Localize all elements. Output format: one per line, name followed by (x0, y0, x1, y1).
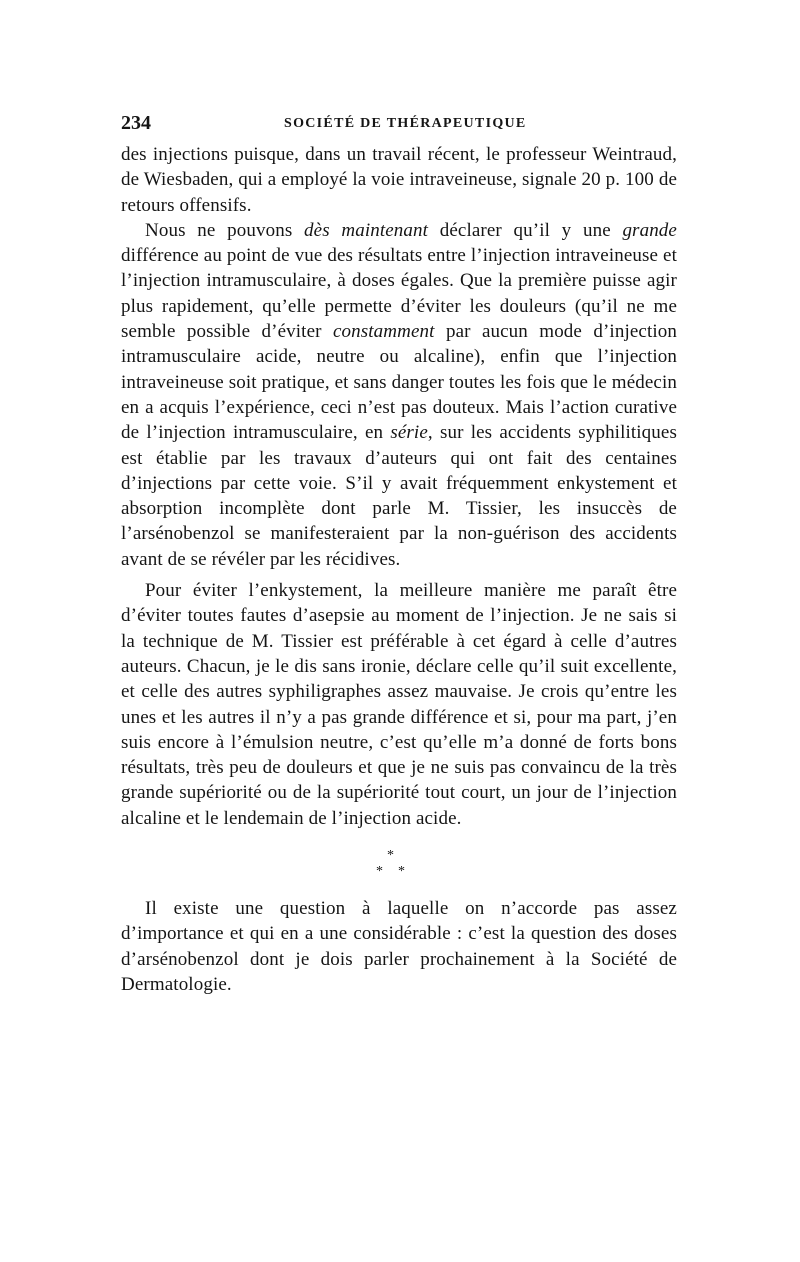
paragraph-1: des injections puisque, dans un travail récent, le professeur Weintraud, de Wiesbaden, qui a employé la voie intraveineuse, signale 20 p. 100 de retours offensifs. (121, 144, 677, 216)
running-head (121, 112, 677, 142)
separator-star-right: * (398, 864, 405, 880)
separator-star-top: * (387, 848, 394, 864)
paragraph-2-italic-3: constamment (332, 321, 435, 343)
paragraph-2-italic-4: série (390, 422, 428, 444)
paragraph-2-text-4: par aucun mode d’injection intramusculaire acide, neutre ou alcaline), enfin que l’injection intraveineuse soit pratique, et sans danger toutes les fois que le médecin en a acquis l’expérience, ceci n’est pas douteux. Mais l’action curative de l’injection intramusculaire, en (121, 321, 677, 444)
document-page (121, 112, 677, 997)
paragraph-2-text-3: différence au point de vue des résultats entre l’injection intraveineuse et l’injection intramusculaire, à doses égales. Que la première puisse agir plus rapidement, qu’elle permette d’éviter les douleurs (qu’il ne me semble possible d’éviter (121, 245, 677, 343)
paragraph-2-text-1: Nous ne pouvons (145, 219, 305, 241)
running-title: SOCIÉTÉ DE THÉRAPEUTIQUE (284, 116, 527, 131)
paragraph-4: Il existe une question à laquelle on n’accorde pas assez d’importance et qui en a une considérable : c’est la question des doses d’arsénobenzol dont je dois parler prochainement à la Société de Dermatologie. (121, 898, 677, 995)
page-number: 234 (121, 112, 151, 134)
section-separator (121, 841, 677, 896)
separator-star-left: * (376, 864, 383, 880)
paragraph-2 (121, 218, 677, 572)
paragraph-2-text-2: déclarer qu’il y une (428, 219, 623, 241)
paragraph-3: Pour éviter l’enkystement, la meilleure manière me paraît être d’éviter toutes fautes d’asepsie au moment de l’injection. Je ne sais si la technique de M. Tissier est préférable à cet égard à celle d’autres auteurs. Chacun, je le dis sans ironie, déclare celle qu’il suit excellente, et celle des autres syphiligraphes assez mauvaise. Je crois qu’entre les unes et les autres il n’y a pas grande différence et si, pour ma part, j’en suis encore à l’émulsion neutre, c’est qu’elle m’a donné de forts bons résultats, très peu de douleurs et que je ne suis pas convaincu de la très grande supériorité ou de la supériorité tout court, un jour de l’injection alcaline et le lendemain de l’injection acide. (121, 580, 677, 829)
paragraph-2-italic-1: dès maintenant (304, 219, 429, 241)
paragraph-2-italic-2: grande (622, 219, 677, 241)
paragraph-2-text-5: , sur les accidents syphilitiques est établie par les travaux d’auteurs qui ont fait des centaines d’injections par cette voie. S’il y avait fréquemment enkystement et absorption incomplète dont parle M. Tissier, les insuccès de l’arsénobenzol se manifesteraient par la non-guérison des accidents avant de se révéler par les récidives. (121, 422, 677, 570)
